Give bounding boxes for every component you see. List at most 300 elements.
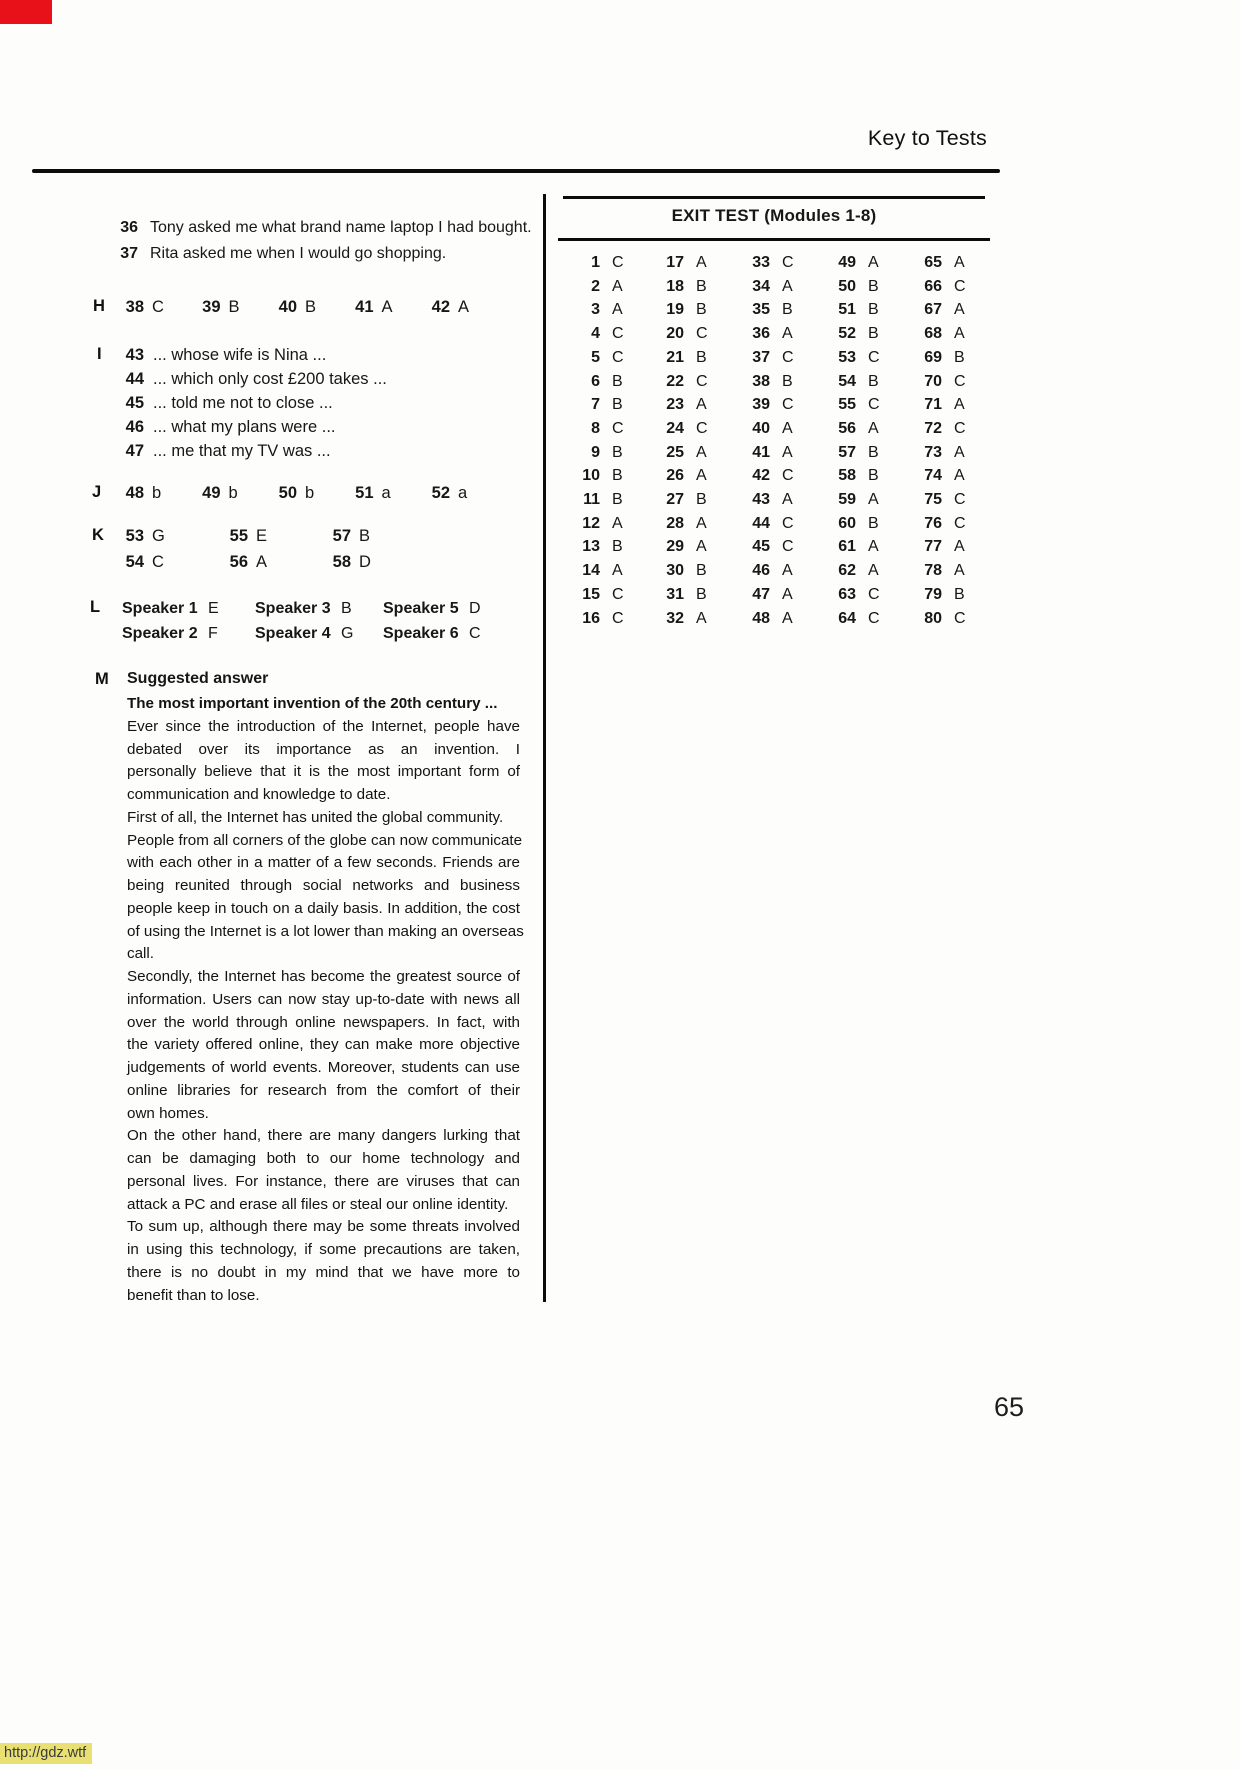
answer-letter: G: [341, 625, 354, 642]
answer-letter: b: [228, 484, 238, 502]
exit-answer-letter: C: [868, 348, 880, 366]
section-l-speakers: [122, 596, 503, 646]
exit-answer-row: [658, 583, 708, 607]
exit-answer-row: [830, 488, 880, 512]
speaker-answer: [255, 596, 383, 621]
exit-answer-row: [658, 370, 708, 394]
exit-answer-number: 17: [666, 254, 684, 271]
answer-pair: [195, 297, 272, 317]
exit-answer-row: [744, 393, 794, 417]
essay-line: people keep in touch on a daily basis. In addition, the cost: [127, 899, 520, 917]
exit-answer-letter: C: [954, 609, 966, 627]
section-label-m: M: [95, 670, 109, 688]
sentence-text: ... what my plans were ...: [153, 418, 336, 436]
exit-answer-row: [830, 346, 880, 370]
exit-answer-number: 79: [924, 585, 942, 603]
exit-answer-number: 31: [666, 585, 684, 603]
exit-answer-number: 23: [666, 396, 684, 414]
exit-answer-number: 42: [752, 467, 770, 485]
section-label-i: I: [97, 345, 102, 363]
exit-answer-row: [574, 441, 624, 465]
exit-answer-letter: C: [954, 491, 966, 509]
essay-line: personal lives. For instance, there are viruses that can: [127, 1172, 520, 1190]
exit-answer-row: [830, 393, 880, 417]
exit-answer-letter: A: [954, 325, 965, 343]
exit-answer-row: [574, 393, 624, 417]
essay-line: To sum up, although there may be some threats involved: [127, 1218, 520, 1236]
exit-answer-letter: B: [954, 585, 965, 603]
exit-answer-row: [916, 298, 966, 322]
exit-answer-letter: A: [696, 609, 707, 627]
exit-test-column: [830, 251, 880, 630]
exit-answer-number: 51: [838, 301, 856, 319]
exit-answer-number: 5: [591, 348, 600, 366]
answer-pair: [118, 297, 195, 317]
answer-number: 42: [431, 298, 450, 316]
section-k-answers: [118, 524, 435, 575]
exit-answer-row: [744, 370, 794, 394]
exit-answer-row: [830, 512, 880, 536]
exit-answer-letter: C: [782, 348, 794, 366]
exit-answer-row: [574, 298, 624, 322]
exit-test-column: [658, 251, 708, 630]
exit-answer-number: 59: [838, 491, 856, 509]
exit-answer-letter: B: [612, 491, 623, 509]
essay-line: On the other hand, there are many dangers lurking that: [127, 1127, 520, 1145]
exit-answer-letter: B: [612, 396, 623, 414]
exit-answer-letter: B: [696, 277, 707, 295]
answer-pair: [348, 483, 425, 503]
exit-answer-row: [574, 346, 624, 370]
essay-line: being reunited through social networks and business: [127, 877, 520, 894]
exit-answer-row: [658, 298, 708, 322]
answer-letter: b: [305, 484, 315, 502]
speaker-label: Speaker 2: [122, 625, 198, 642]
exit-answer-letter: A: [782, 325, 793, 343]
exit-answer-letter: A: [868, 254, 879, 271]
sentence-number: 45: [125, 394, 144, 412]
exit-answer-letter: C: [696, 325, 708, 343]
exit-answer-letter: B: [868, 372, 879, 390]
exit-answer-number: 64: [838, 609, 856, 627]
essay-line: in using this technology, if some precautions are taken,: [127, 1241, 520, 1258]
exit-answer-number: 50: [838, 277, 856, 295]
exit-answer-number: 70: [924, 372, 942, 390]
exit-answer-row: [916, 417, 966, 441]
exit-test-column: [574, 251, 624, 630]
exit-answer-number: 2: [591, 277, 600, 295]
answer-letter: E: [208, 600, 219, 617]
exit-answer-row: [916, 464, 966, 488]
sentence-text: ... whose wife is Nina ...: [153, 346, 327, 364]
essay-line: communication and knowledge to date.: [127, 786, 391, 803]
section-label-l: L: [90, 598, 101, 616]
exit-answer-number: 61: [838, 538, 856, 556]
answer-letter: D: [469, 600, 481, 617]
exit-answer-number: 69: [924, 348, 942, 366]
exit-answer-letter: B: [868, 514, 879, 532]
exit-answer-number: 11: [583, 491, 600, 509]
essay-line: own homes.: [127, 1104, 209, 1122]
exit-answer-letter: B: [696, 491, 707, 509]
essay-line: Secondly, the Internet has become the greatest source of: [127, 968, 520, 985]
exit-answer-row: [574, 535, 624, 559]
exit-answer-letter: B: [612, 538, 623, 556]
answer-number: 58: [332, 552, 351, 571]
exit-answer-letter: A: [782, 419, 793, 437]
exit-answer-number: 68: [924, 325, 942, 343]
exit-answer-row: [574, 322, 624, 346]
exit-answer-letter: C: [612, 254, 624, 271]
exit-answer-letter: A: [954, 396, 965, 414]
answer-letter: B: [228, 298, 240, 316]
exit-answer-number: 6: [591, 372, 600, 390]
answer-pair: [118, 483, 195, 503]
matching-answer-row: [118, 550, 435, 576]
exit-answer-letter: A: [868, 562, 879, 580]
exit-answer-row: [574, 370, 624, 394]
exit-answer-number: 43: [752, 491, 770, 509]
exit-answer-row: [658, 559, 708, 583]
exit-answer-number: 14: [582, 562, 600, 580]
exit-answer-number: 73: [924, 443, 942, 461]
sentence-number: 36: [120, 219, 138, 236]
essay-line: First of all, the Internet has united the global community.: [127, 808, 504, 826]
exit-test-column: [916, 251, 966, 630]
exit-answer-number: 22: [666, 372, 684, 390]
exit-answer-number: 63: [838, 585, 856, 603]
essay-line: The most important invention of the 20th century ...: [127, 695, 498, 712]
exit-answer-letter: C: [696, 419, 708, 437]
exit-answer-letter: B: [696, 301, 707, 319]
answer-pair: [325, 524, 435, 550]
column-divider-line: [543, 194, 546, 1302]
exit-answer-letter: C: [782, 254, 794, 271]
exit-answer-row: [658, 393, 708, 417]
exit-answer-row: [574, 275, 624, 299]
exit-answer-letter: C: [868, 585, 880, 603]
exit-answer-letter: C: [782, 538, 794, 556]
exit-answer-row: [916, 322, 966, 346]
exit-answer-row: [916, 583, 966, 607]
exit-answer-number: 75: [924, 491, 942, 509]
exit-answer-number: 3: [591, 301, 600, 319]
section-h-answers: [118, 297, 501, 317]
sentence-text: ... told me not to close ...: [153, 394, 333, 412]
exit-answer-row: [830, 370, 880, 394]
exit-answer-number: 1: [591, 254, 600, 271]
exit-answer-row: [744, 251, 794, 275]
exit-answer-row: [658, 417, 708, 441]
exit-answer-number: 40: [752, 419, 770, 437]
exit-test-title: EXIT TEST (Modules 1-8): [671, 206, 877, 225]
exit-answer-letter: A: [612, 277, 623, 295]
exit-answer-row: [574, 559, 624, 583]
section-i-items: [116, 343, 387, 463]
exit-answer-row: [574, 607, 624, 631]
exit-answer-letter: C: [782, 396, 794, 414]
exit-answer-row: [916, 559, 966, 583]
exit-answer-number: 49: [838, 254, 856, 271]
speaker-label: Speaker 5: [383, 600, 459, 617]
exit-answer-letter: B: [868, 325, 879, 343]
essay-line: benefit than to lose.: [127, 1286, 260, 1304]
speaker-label: Speaker 6: [383, 625, 459, 642]
exit-answer-letter: A: [954, 301, 965, 319]
exit-answer-letter: B: [612, 372, 623, 390]
exit-answer-letter: B: [868, 277, 879, 295]
gap-sentence-row: [116, 415, 387, 439]
speaker-answer-row: [122, 621, 503, 646]
answer-pair: [348, 297, 425, 317]
exit-answer-number: 45: [752, 538, 770, 556]
exit-answer-row: [916, 393, 966, 417]
exit-answer-row: [744, 441, 794, 465]
exit-answer-letter: C: [782, 467, 794, 485]
sentence-text: ... which only cost £200 takes ...: [153, 370, 387, 388]
exit-answer-letter: C: [612, 585, 624, 603]
exit-answer-row: [916, 441, 966, 465]
exit-answer-letter: B: [612, 467, 623, 485]
exit-answer-number: 48: [752, 609, 770, 627]
exit-answer-row: [830, 298, 880, 322]
exit-answer-number: 16: [582, 609, 600, 627]
matching-answer-row: [118, 524, 435, 550]
sentence-text: ... me that my TV was ...: [153, 442, 331, 460]
exit-test-column: [744, 251, 794, 630]
suggested-answer-heading: Suggested answer: [127, 670, 269, 687]
exit-answer-letter: B: [868, 301, 879, 319]
exit-answer-letter: C: [954, 514, 966, 532]
exit-answer-row: [744, 583, 794, 607]
exit-answer-row: [744, 488, 794, 512]
exit-answer-number: 56: [838, 419, 856, 437]
answer-letter: E: [256, 527, 268, 545]
answer-pair: [195, 483, 272, 503]
section-label-k: K: [92, 526, 104, 544]
exit-answer-number: 46: [752, 562, 770, 580]
exit-answer-number: 72: [924, 419, 942, 437]
answer-number: 48: [125, 484, 144, 502]
answer-letter: F: [208, 625, 218, 642]
exit-answer-letter: A: [954, 443, 965, 461]
exit-answer-row: [830, 441, 880, 465]
sentence-text: Tony asked me what brand name laptop I had bought.: [150, 219, 532, 236]
answer-pair: [222, 524, 325, 550]
exit-answer-row: [658, 275, 708, 299]
section-label-j: J: [92, 483, 102, 501]
exit-answer-number: 33: [752, 254, 770, 271]
essay-line: online libraries for research from the comfort of their: [127, 1081, 520, 1099]
exit-answer-number: 41: [752, 443, 770, 461]
sentence-number: 44: [125, 370, 144, 388]
exit-answer-number: 37: [752, 348, 770, 366]
exit-answer-row: [830, 251, 880, 275]
exit-answer-letter: A: [782, 562, 793, 580]
exit-answer-row: [744, 275, 794, 299]
exit-answer-row: [744, 322, 794, 346]
exit-answer-row: [658, 251, 708, 275]
essay-line: information. Users can now stay up-to-date with news all: [127, 990, 520, 1008]
exit-answer-number: 35: [752, 301, 770, 319]
answer-number: 55: [229, 527, 248, 545]
gap-sentence-row: [116, 343, 387, 367]
exit-answer-letter: C: [954, 372, 966, 390]
answer-letter: B: [305, 298, 317, 316]
answer-letter: b: [152, 484, 162, 502]
speaker-answer: [383, 621, 503, 646]
section-label-h: H: [93, 297, 105, 315]
exit-answer-row: [916, 251, 966, 275]
sentence-number: 47: [125, 442, 144, 460]
essay-line: the variety offered online, they can make more objective: [127, 1036, 520, 1054]
exit-answer-number: 54: [838, 372, 856, 390]
exit-answer-number: 76: [924, 514, 942, 532]
exit-answer-row: [830, 322, 880, 346]
exit-answer-number: 21: [666, 348, 684, 366]
exit-answer-row: [744, 298, 794, 322]
exit-answer-number: 74: [924, 467, 942, 485]
answer-number: 41: [355, 298, 374, 316]
gap-sentence-row: [116, 391, 387, 415]
exit-answer-letter: B: [696, 585, 707, 603]
answer-letter: B: [341, 600, 352, 617]
exit-answer-number: 28: [666, 514, 684, 532]
answer-pair: [325, 550, 435, 576]
exit-answer-number: 9: [591, 443, 600, 461]
exit-answer-letter: A: [696, 396, 707, 414]
exit-answer-row: [574, 251, 624, 275]
exit-answer-number: 71: [924, 396, 942, 414]
exit-table-rule-bottom: [558, 238, 990, 241]
exit-answer-number: 62: [838, 562, 856, 580]
essay-line: over the world through online newspapers. In fact, with: [127, 1013, 520, 1031]
watermark-link[interactable]: http://gdz.wtf: [0, 1743, 92, 1764]
exit-answer-number: 26: [666, 467, 684, 485]
exit-answer-number: 77: [924, 538, 942, 556]
essay-line: with each other in a matter of a few seconds. Friends are: [127, 854, 520, 872]
exit-answer-number: 52: [838, 325, 856, 343]
exit-answer-letter: A: [954, 254, 965, 271]
exit-answer-row: [916, 535, 966, 559]
exit-answer-letter: C: [954, 419, 966, 437]
answer-letter: C: [152, 552, 164, 571]
answer-number: 57: [332, 527, 351, 545]
exit-answer-letter: C: [954, 277, 966, 295]
exit-answer-row: [830, 275, 880, 299]
essay-line: attack a PC and erase all files or steal our online identity.: [127, 1195, 509, 1213]
essay-line: personally believe that it is the most important form of: [127, 763, 520, 781]
sentence-row: [110, 215, 532, 241]
exit-answer-row: [574, 488, 624, 512]
essay-line: there is no doubt in my mind that we have more to: [127, 1263, 520, 1281]
exit-answer-number: 80: [924, 609, 942, 627]
answer-number: 39: [202, 298, 221, 316]
exit-answer-letter: C: [612, 348, 624, 366]
exit-answer-letter: A: [696, 467, 707, 485]
answer-number: 38: [125, 298, 144, 316]
page-number: 65: [994, 1392, 1025, 1422]
exit-answer-number: 66: [924, 277, 942, 295]
answer-letter: A: [458, 298, 470, 316]
exit-answer-number: 7: [591, 396, 600, 414]
exit-answer-row: [916, 275, 966, 299]
gap-sentence-row: [116, 439, 387, 463]
answer-pair: [424, 297, 501, 317]
essay-line: judgements of world events. Moreover, students can use: [127, 1059, 520, 1076]
answer-letter: G: [152, 527, 165, 545]
exit-answer-number: 65: [924, 254, 942, 271]
exit-answer-number: 78: [924, 562, 942, 580]
exit-answer-letter: A: [696, 538, 707, 556]
exit-answer-letter: A: [868, 419, 879, 437]
essay-line: Ever since the introduction of the Internet, people have: [127, 717, 520, 735]
exit-answer-row: [744, 346, 794, 370]
answer-number: 54: [125, 552, 144, 571]
exit-answer-row: [574, 512, 624, 536]
exit-answer-letter: A: [868, 491, 879, 509]
exit-answer-number: 38: [752, 372, 770, 390]
exit-answer-number: 24: [666, 419, 684, 437]
exit-answer-letter: A: [868, 538, 879, 556]
exit-answer-letter: A: [954, 467, 965, 485]
exit-answer-row: [830, 583, 880, 607]
exit-answer-row: [744, 464, 794, 488]
answer-number: 56: [229, 552, 248, 571]
exit-answer-letter: A: [782, 277, 793, 295]
exit-answer-row: [744, 607, 794, 631]
answer-pair: [424, 483, 501, 503]
exit-answer-number: 57: [838, 443, 856, 461]
answer-pair: [222, 550, 325, 576]
exit-answer-letter: C: [612, 419, 624, 437]
answer-letter: B: [359, 527, 371, 545]
exit-answer-row: [744, 512, 794, 536]
exit-answer-row: [574, 464, 624, 488]
exit-answer-letter: B: [612, 443, 623, 461]
exit-answer-letter: A: [782, 443, 793, 461]
exit-answer-number: 55: [838, 396, 856, 414]
exit-answer-row: [916, 512, 966, 536]
exit-answer-row: [658, 464, 708, 488]
exit-answer-number: 19: [666, 301, 684, 319]
answer-number: 53: [125, 527, 144, 545]
speaker-answer: [383, 596, 503, 621]
exit-answer-row: [830, 559, 880, 583]
exit-answer-row: [658, 346, 708, 370]
answer-number: 40: [278, 298, 297, 316]
exit-answer-row: [658, 535, 708, 559]
exit-answer-number: 32: [666, 609, 684, 627]
essay-line: debated over its importance as an invention. I: [127, 740, 520, 758]
speaker-label: Speaker 4: [255, 625, 331, 642]
exit-answer-letter: A: [696, 443, 707, 461]
answer-pair: [271, 483, 348, 503]
speaker-answer-row: [122, 596, 503, 621]
header-rule: [32, 169, 1000, 173]
essay-line: People from all corners of the globe can now communicate: [127, 831, 523, 849]
exit-answer-number: 60: [838, 514, 856, 532]
exit-answer-number: 58: [838, 467, 856, 485]
exit-answer-row: [916, 488, 966, 512]
exit-answer-letter: A: [696, 254, 707, 271]
exit-answer-letter: A: [782, 491, 793, 509]
exit-answer-letter: A: [696, 514, 707, 532]
exit-answer-letter: B: [782, 372, 793, 390]
answer-pair: [118, 524, 222, 550]
exit-answer-row: [658, 322, 708, 346]
exit-answer-letter: C: [696, 372, 708, 390]
